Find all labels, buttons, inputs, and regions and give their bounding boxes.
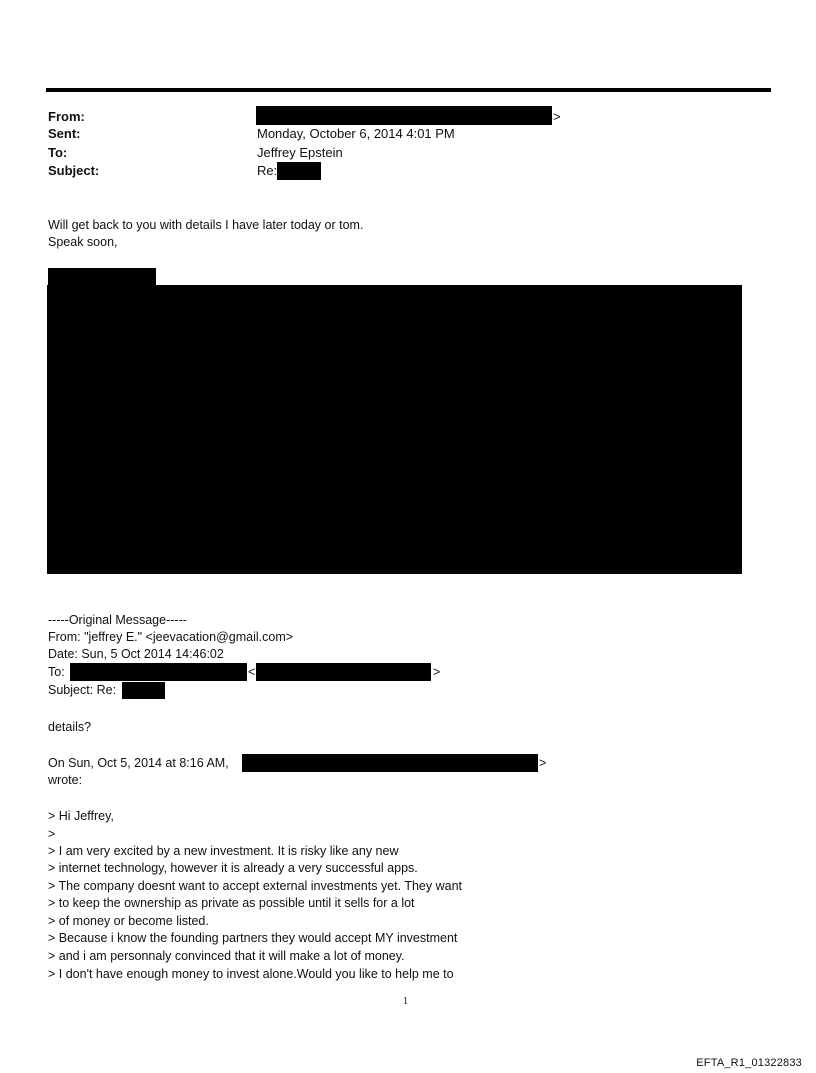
details-line: details?: [48, 720, 92, 734]
subject-prefix: Re:: [257, 163, 278, 178]
original-from: From: "jeffrey E." <jeevacation@gmail.com>: [48, 630, 294, 644]
quoted-line: > internet technology, however it is already a very successful apps.: [48, 861, 418, 875]
quoted-line: > to keep the ownership as private as possible until it sells for a lot: [48, 896, 415, 910]
on-date-line: On Sun, Oct 5, 2014 at 8:16 AM,: [48, 756, 229, 770]
quoted-line: > I don't have enough money to invest alone.Would you like to help me to: [48, 967, 454, 981]
redaction-from-address: [256, 106, 552, 125]
from-label: From:: [48, 109, 85, 124]
bates-number: EFTA_R1_01322833: [696, 1057, 802, 1069]
quoted-line: > Hi Jeffrey,: [48, 809, 114, 823]
on-suffix: >: [539, 756, 547, 770]
body-line-2: Speak soon,: [48, 235, 118, 249]
redaction-original-to-address: [256, 663, 431, 681]
wrote-line: wrote:: [48, 773, 83, 787]
redaction-original-to-name: [70, 663, 247, 681]
quoted-line: > I am very excited by a new investment. It is risky like any new: [48, 844, 399, 858]
quoted-line: > and i am personnaly convinced that it will make a lot of money.: [48, 949, 405, 963]
subject-label: Subject:: [48, 163, 100, 178]
quoted-line: > The company doesnt want to accept external investments yet. They want: [48, 879, 463, 893]
page-number: 1: [403, 996, 408, 1007]
original-to-lt: <: [248, 665, 256, 679]
sent-value: Monday, October 6, 2014 4:01 PM: [257, 126, 455, 141]
original-separator: -----Original Message-----: [48, 613, 187, 627]
body-line-1: Will get back to you with details I have later today or tom.: [48, 218, 364, 232]
original-to-label: To:: [48, 665, 65, 679]
quoted-line: > of money or become listed.: [48, 914, 209, 928]
redaction-on-sender: [242, 754, 538, 772]
sent-label: Sent:: [48, 126, 81, 141]
header-rule: [46, 88, 771, 92]
original-date: Date: Sun, 5 Oct 2014 14:46:02: [48, 647, 224, 661]
to-label: To:: [48, 145, 68, 160]
original-subject: Subject: Re:: [48, 683, 117, 697]
redaction-subject: [277, 162, 321, 180]
to-value: Jeffrey Epstein: [257, 145, 343, 160]
redaction-original-subject: [122, 682, 165, 699]
from-suffix: >: [553, 109, 561, 124]
redaction-signature-block: [47, 285, 742, 574]
quoted-line: >: [48, 827, 56, 841]
quoted-line: > Because i know the founding partners they would accept MY investment: [48, 931, 458, 945]
original-to-gt: >: [433, 665, 441, 679]
